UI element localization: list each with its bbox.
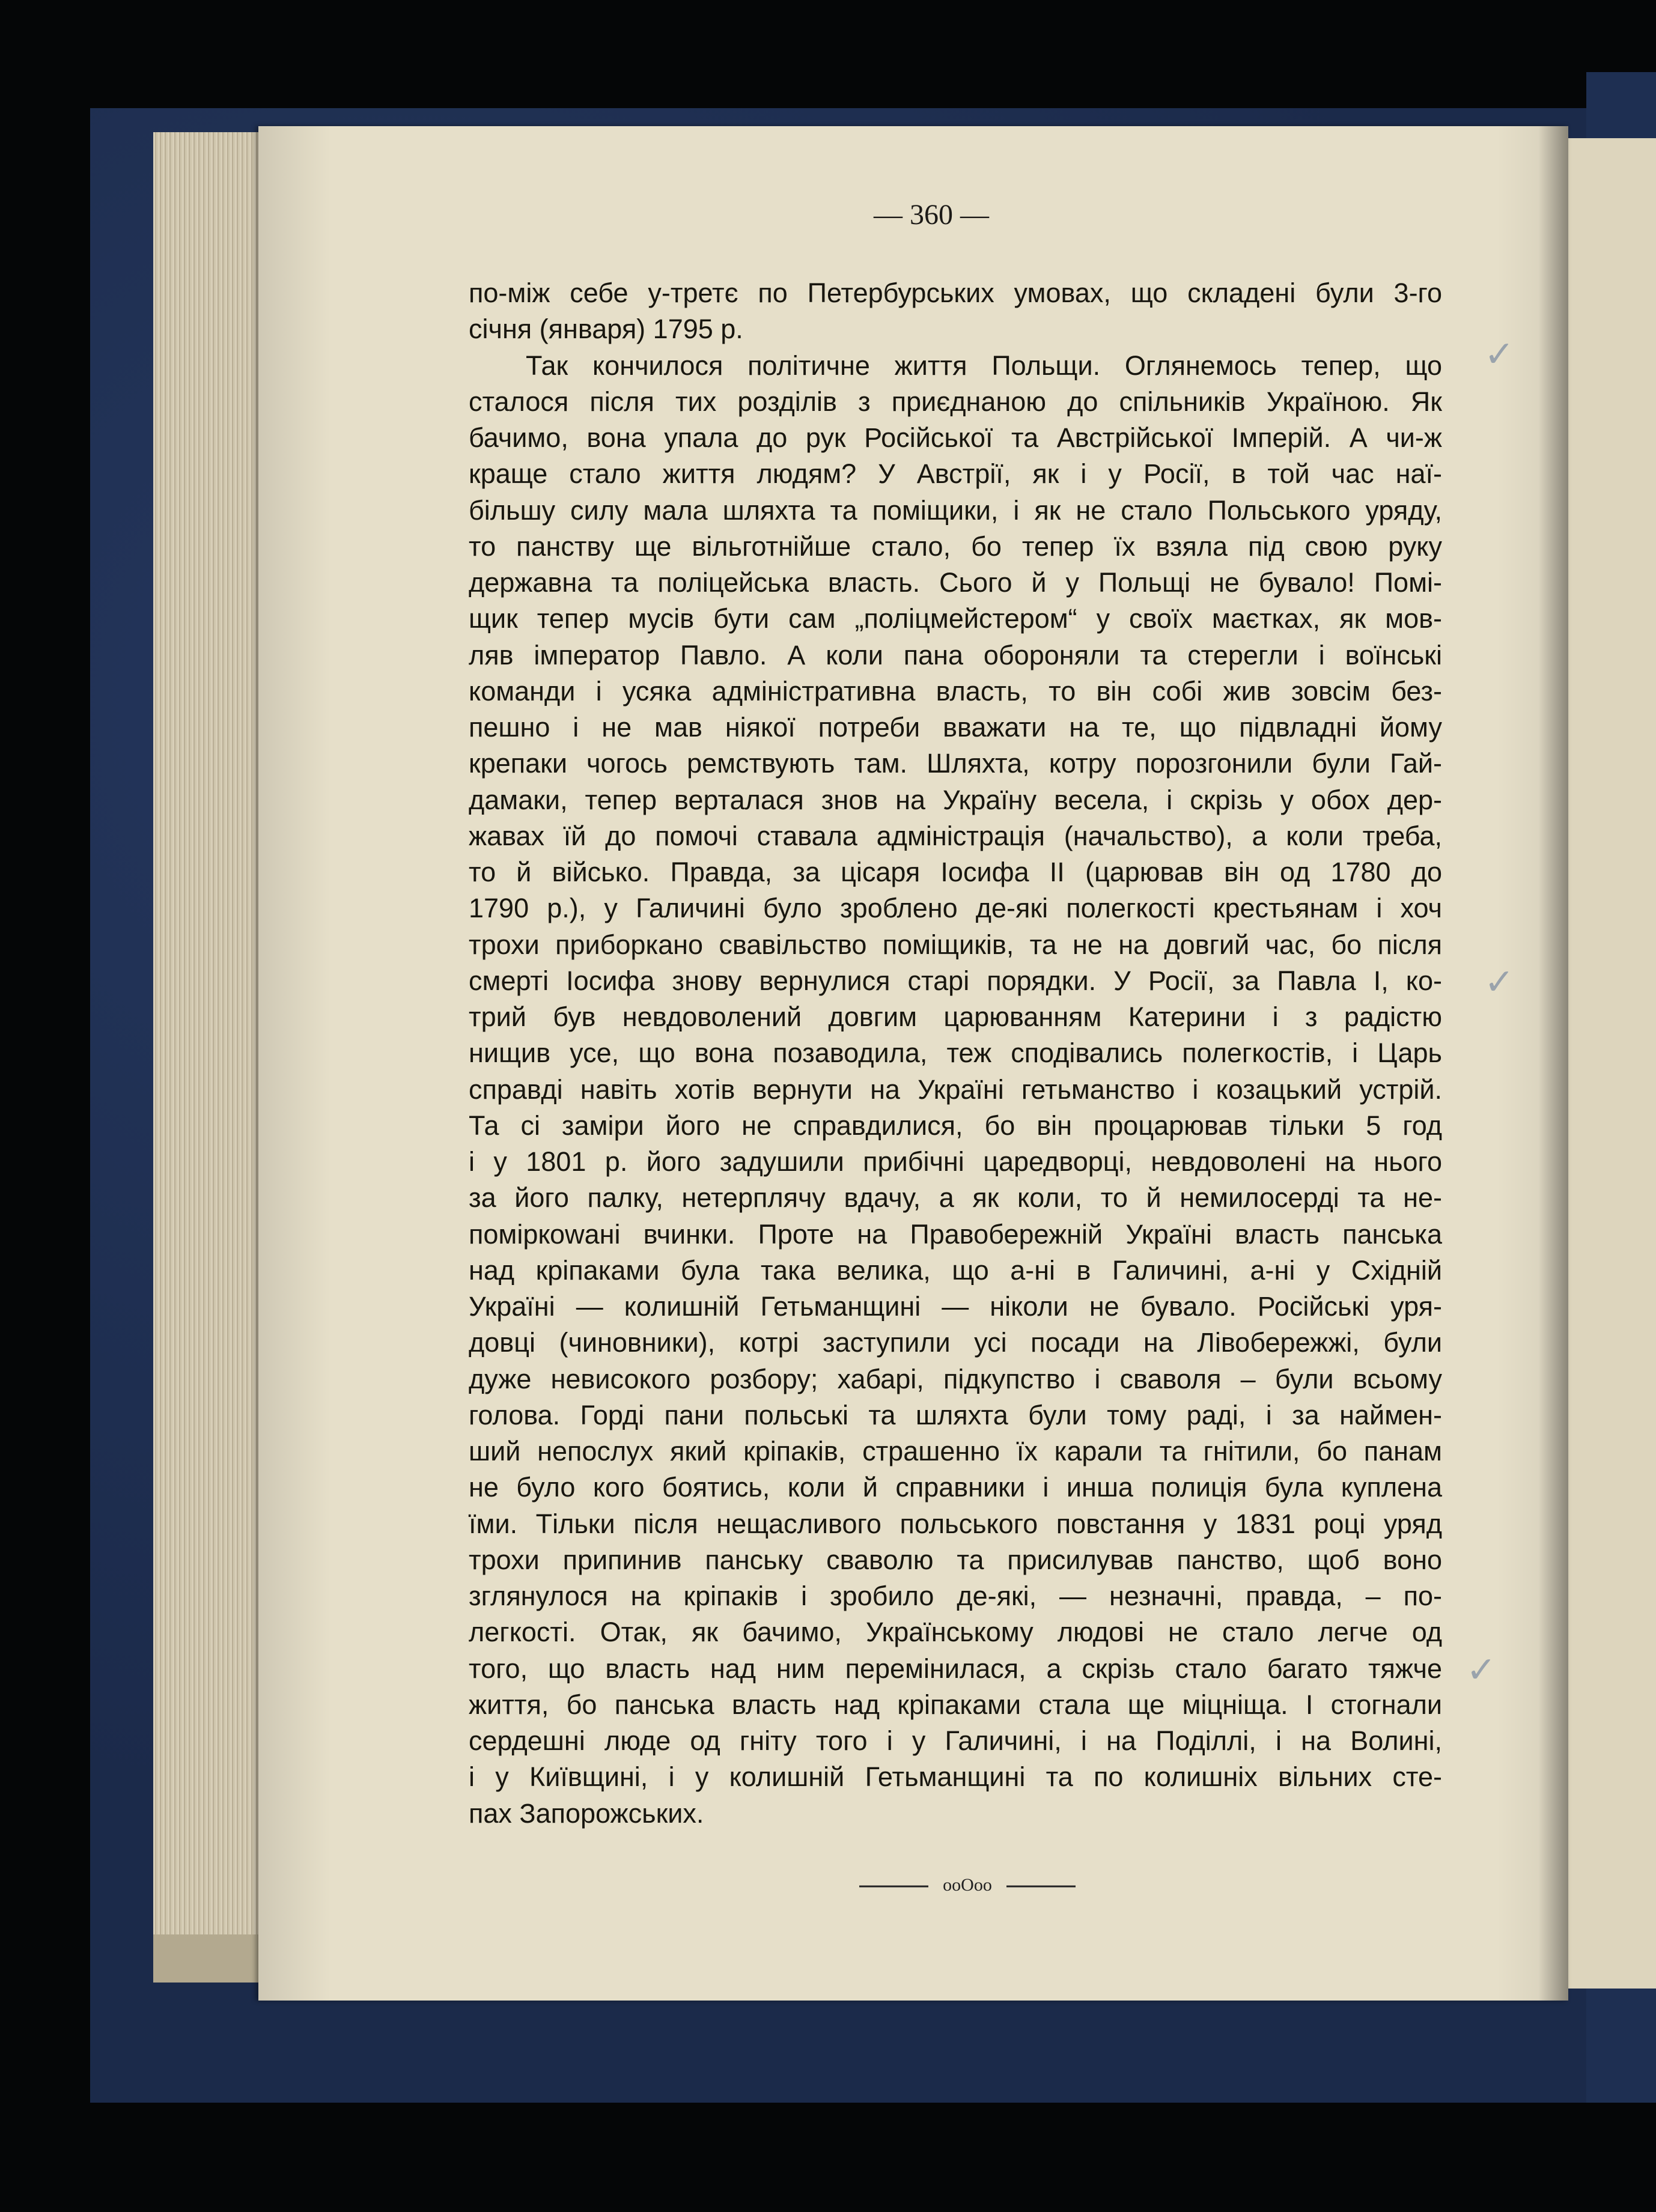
text-line: життя, бо панська власть над кріпаками стала ще міцніща. І стогнали bbox=[469, 1689, 1442, 1720]
text-line: Так кончилося політичне життя Польщи. Оглянемось тепер, що bbox=[526, 350, 1442, 381]
ornament-glyphs: ooOoo bbox=[943, 1875, 992, 1895]
text-line: і у 1801 р. його задушили прибічні царедворці, невдоволені на нього bbox=[469, 1146, 1442, 1177]
text-line: трий був невдоволений довгим царюванням Катерини і з радістю bbox=[469, 1001, 1442, 1032]
text-line: нищив усе, що вона позаводила, теж сподівались полегкостів, і Царь bbox=[469, 1038, 1442, 1069]
text-line: сердешні люде од гніту того і у Галичині, і на Поділлі, і на Волині, bbox=[469, 1725, 1442, 1756]
text-line: січня (января) 1795 р. bbox=[469, 314, 743, 345]
text-line: поміркowані вчинки. Проте на Правобережній Україні власть панська bbox=[469, 1218, 1442, 1250]
text-line: за його палку, нетерплячу вдачу, а як коли, то й немилосерді та не- bbox=[469, 1182, 1442, 1214]
text-line: того, що власть над ним перемінилася, а скрізь стало багато тяжче bbox=[469, 1653, 1442, 1684]
text-line: пах Запорожських. bbox=[469, 1797, 704, 1829]
text-line: щик тепер мусів бути сам „поліцмейстером“ у своїх маєтках, як мов- bbox=[469, 603, 1442, 634]
text-line: довці (чиновники), котрі заступили усі посади на Лівобережжі, були bbox=[469, 1327, 1442, 1358]
text-line: трохи приборкано свавільство поміщиків, та не на довгий час, бо після bbox=[469, 929, 1442, 960]
text-line: жавах їй до помочі ставала адміністрація (начальство), а коли треба, bbox=[469, 820, 1442, 851]
text-line: Та сі заміри його не справдилися, бо він процарював тільки 5 год bbox=[469, 1110, 1442, 1141]
text-line: більшу силу мала шляхта та поміщики, і як не стало Польського уряду, bbox=[469, 494, 1442, 526]
text-line: то панству ще вільготнійше стало, бо тепер їх взяла під свою руку bbox=[469, 530, 1442, 562]
text-line: не було кого боятись, коли й справники і инша полиція була куплена bbox=[469, 1472, 1442, 1503]
text-line: команди і усяка адміністративна власть, то він собі жив зовсім без- bbox=[469, 675, 1442, 706]
text-line: сталося після тих розділів з приєднаною до спільників Україною. Як bbox=[469, 386, 1442, 417]
text-line: 1790 р.), у Галичині було зроблено де-які полегкості крестьянам і хоч bbox=[469, 893, 1442, 924]
pencil-check-mark: ✓ bbox=[1466, 1649, 1497, 1691]
text-line: справді навіть хотів вернути на Україні гетьманство і козацький устрій. bbox=[469, 1074, 1442, 1105]
text-line: краще стало життя людям? У Австрії, як і у Росії, в той час наї- bbox=[469, 458, 1442, 490]
text-line: дамаки, тепер верталася знов на Україну весела, і скрізь у обох дер- bbox=[469, 784, 1442, 815]
text-line: їми. Тільки після нещасливого польського повстання у 1831 році уряд bbox=[469, 1508, 1442, 1539]
text-line: і у Київщині, і у колишній Гетьманщині та по колишніх вільних сте- bbox=[469, 1761, 1442, 1793]
text-line: Україні — колишній Гетьманщині — ніколи не бувало. Російські уря- bbox=[469, 1291, 1442, 1322]
text-line: трохи припинив панську сваволю та присилував панство, щоб воно bbox=[469, 1544, 1442, 1575]
page-gutter-shadow bbox=[1538, 126, 1568, 2001]
page-body-text bbox=[469, 275, 1442, 1832]
text-line: зглянулося на кріпаків і зробило де-які, — незначні, правда, – по- bbox=[469, 1581, 1442, 1611]
text-line: то й військо. Правда, за цісаря Іосифа II (царював він од 1780 до bbox=[469, 857, 1442, 887]
page-block-edges bbox=[153, 132, 267, 1934]
text-line: легкості. Отак, як бачимо, Українському людові не стало легче од bbox=[469, 1617, 1442, 1648]
text-line: державна та поліцейська власть. Сього й у Польщі не бувало! Помі- bbox=[469, 567, 1442, 598]
text-line: смерті Іосифа знову вернулися старі порядки. У Росії, за Павла І, ко- bbox=[469, 965, 1442, 996]
page-block-bottom bbox=[153, 1934, 267, 1983]
pencil-check-mark: ✓ bbox=[1484, 333, 1515, 375]
text-line: по-між себе у-третє по Петербурських умовах, що складені були 3-го bbox=[469, 278, 1442, 308]
facing-page bbox=[1562, 138, 1656, 1989]
page-number: — 360 — bbox=[874, 199, 989, 231]
text-line: над кріпаками була така велика, що а-ні в Галичині, а-ні у Східній bbox=[469, 1254, 1442, 1286]
pencil-check-mark: ✓ bbox=[1484, 961, 1515, 1003]
section-end-ornament bbox=[859, 1874, 1076, 1898]
text-line: ший непослух який кріпаків, страшенно їх карали та гнітили, бо панам bbox=[469, 1436, 1442, 1466]
text-line: голова. Горді пани польські та шляхта були тому раді, і за наймен- bbox=[469, 1399, 1442, 1430]
text-line: дуже невисокого розбору; хабарі, підкупство і сваволя – були всьому bbox=[469, 1363, 1442, 1394]
text-line: ляв імператор Павло. А коли пана обороняли та стерегли і воїнські bbox=[469, 639, 1442, 670]
text-line: крепаки чогось ремствують там. Шляхта, котру порозгонили були Гай- bbox=[469, 748, 1442, 779]
text-line: бачимо, вона упала до рук Російської та Австрійської Імперій. А чи-ж bbox=[469, 422, 1442, 453]
text-line: пешно і не мав ніякої потреби вважати на те, що підвладні йому bbox=[469, 712, 1442, 743]
